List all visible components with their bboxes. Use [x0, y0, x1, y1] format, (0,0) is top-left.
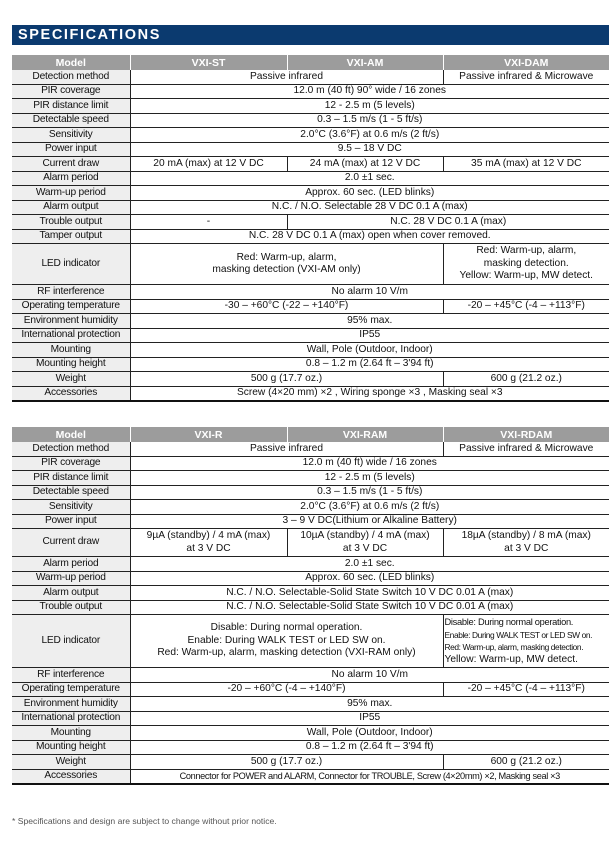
row-label: PIR distance limit — [12, 471, 130, 486]
cell: 0.3 – 1.5 m/s (1 - 5 ft/s) — [130, 485, 609, 500]
cell-line: Disable: During normal operation. — [210, 622, 363, 634]
cell: 95% max. — [130, 314, 609, 329]
row-label: Sensitivity — [12, 128, 130, 143]
table-row — [12, 740, 609, 755]
cell-line: masking detection (VXI-AM only) — [212, 264, 361, 275]
cell-line: at 3 V DC — [342, 542, 388, 554]
row-label: RF interference — [12, 668, 130, 683]
table-row — [12, 769, 609, 784]
cell: 2.0 ±1 sec. — [130, 171, 609, 186]
cell-line: Red: Warm-up, alarm, — [476, 245, 577, 257]
row-label: Alarm output — [12, 200, 130, 215]
cell: 0.3 – 1.5 m/s (1 - 5 ft/s) — [130, 113, 609, 128]
cell: 35 mA (max) at 12 V DC — [443, 157, 609, 172]
row-label: Accessories — [12, 769, 130, 784]
cell — [443, 615, 609, 668]
row-label: Trouble output — [12, 600, 130, 615]
row-label: Detection method — [12, 70, 130, 84]
cell — [443, 244, 609, 285]
cell: 0.8 – 1.2 m (2.64 ft – 3'94 ft) — [130, 357, 609, 372]
table-row — [12, 99, 609, 114]
spec-table-wired — [12, 55, 609, 402]
footnote: * Specifications and design are subject to change without prior notice. — [12, 816, 277, 826]
table-row — [12, 600, 609, 615]
row-label: Detectable speed — [12, 485, 130, 500]
table-row — [12, 171, 609, 186]
cell: Approx. 60 sec. (LED blinks) — [130, 186, 609, 201]
row-label: Mounting height — [12, 357, 130, 372]
row-label: Detectable speed — [12, 113, 130, 128]
cell: 20 mA (max) at 12 V DC — [130, 157, 287, 172]
cell-line: 9µA (standby) / 4 mA (max) — [146, 530, 271, 541]
row-label: Power input — [12, 142, 130, 157]
row-label: Environment humidity — [12, 314, 130, 329]
row-label: Mounting — [12, 343, 130, 358]
header-model: Model — [12, 55, 130, 70]
cell: Passive infrared & Microwave — [443, 442, 609, 456]
cell: Approx. 60 sec. (LED blinks) — [130, 571, 609, 586]
cell: 12 - 2.5 m (5 levels) — [130, 99, 609, 114]
row-label: Accessories — [12, 386, 130, 401]
cell: Wall, Pole (Outdoor, Indoor) — [130, 726, 609, 741]
cell: 500 g (17.7 oz.) — [130, 372, 443, 387]
cell-line: Red: Warm-up, alarm, — [236, 251, 337, 263]
table-row — [12, 586, 609, 601]
table-row — [12, 113, 609, 128]
cell: -30 – +60°C (-22 – +140°F) — [130, 299, 443, 314]
row-label: Environment humidity — [12, 697, 130, 712]
row-label: RF interference — [12, 285, 130, 300]
table-row — [12, 215, 609, 230]
cell: Passive infrared — [130, 70, 443, 84]
row-label: Warm-up period — [12, 186, 130, 201]
row-label: Power input — [12, 514, 130, 529]
cell-line: at 3 V DC — [504, 542, 549, 554]
row-label: LED indicator — [12, 615, 130, 668]
cell: -20 – +45°C (-4 – +113°F) — [443, 299, 609, 314]
row-label: Alarm period — [12, 171, 130, 186]
header-model: Model — [12, 427, 130, 442]
cell-line: Red: Warm-up, alarm, masking detection. — [444, 642, 584, 652]
row-label: PIR coverage — [12, 456, 130, 471]
table-row — [12, 514, 609, 529]
row-label: PIR distance limit — [12, 99, 130, 114]
table-row — [12, 84, 609, 99]
cell: No alarm 10 V/m — [130, 668, 609, 683]
header-vxi-st: VXI-ST — [130, 55, 287, 70]
table-row — [12, 726, 609, 741]
cell: N.C. / N.O. Selectable 28 V DC 0.1 A (max) — [130, 200, 609, 215]
row-label: Alarm output — [12, 586, 130, 601]
row-label: International protection — [12, 711, 130, 726]
header-vxi-ram: VXI-RAM — [287, 427, 443, 442]
row-label: Detection method — [12, 442, 130, 456]
cell: Passive infrared & Microwave — [443, 70, 609, 84]
row-label: Sensitivity — [12, 500, 130, 515]
cell: 500 g (17.7 oz.) — [130, 755, 443, 770]
table-row — [12, 285, 609, 300]
cell-line: Disable: During normal operation. — [444, 617, 574, 627]
cell: Wall, Pole (Outdoor, Indoor) — [130, 343, 609, 358]
table-row — [12, 157, 609, 172]
row-label: Alarm period — [12, 557, 130, 572]
row-label: Weight — [12, 755, 130, 770]
cell: 12 - 2.5 m (5 levels) — [130, 471, 609, 486]
table-row — [12, 200, 609, 215]
cell: N.C. 28 V DC 0.1 A (max) — [287, 215, 609, 230]
cell: Connector for POWER and ALARM, Connector for TROUBLE, Screw (4×20mm) ×2, Masking seal ×3 — [130, 769, 609, 784]
row-label: Operating temperature — [12, 682, 130, 697]
table-header-row — [12, 55, 609, 70]
row-label: International protection — [12, 328, 130, 343]
cell: -20 – +45°C (-4 – +113°F) — [443, 682, 609, 697]
cell: 2.0°C (3.6°F) at 0.6 m/s (2 ft/s) — [130, 128, 609, 143]
row-label: Mounting — [12, 726, 130, 741]
table-row — [12, 557, 609, 572]
row-label: PIR coverage — [12, 84, 130, 99]
cell: N.C. / N.O. Selectable-Solid State Switch 10 V DC 0.01 A (max) — [130, 586, 609, 601]
cell: -20 – +60°C (-4 – +140°F) — [130, 682, 443, 697]
table-row — [12, 500, 609, 515]
section-title: SPECIFICATIONS — [18, 27, 161, 43]
cell — [130, 529, 287, 557]
row-label: Operating temperature — [12, 299, 130, 314]
cell: IP55 — [130, 711, 609, 726]
cell-line: 18µA (standby) / 8 mA (max) — [461, 530, 591, 541]
table-row — [12, 682, 609, 697]
cell: 2.0 ±1 sec. — [130, 557, 609, 572]
cell: N.C. / N.O. Selectable-Solid State Switch 10 V DC 0.01 A (max) — [130, 600, 609, 615]
table-row — [12, 529, 609, 557]
table-row — [12, 328, 609, 343]
cell — [287, 529, 443, 557]
cell: No alarm 10 V/m — [130, 285, 609, 300]
cell-line: Yellow: Warm-up, MW detect. — [459, 270, 593, 282]
cell — [443, 529, 609, 557]
header-vxi-am: VXI-AM — [287, 55, 443, 70]
table-row — [12, 456, 609, 471]
cell: 12.0 m (40 ft) wide / 16 zones — [130, 456, 609, 471]
table-row — [12, 244, 609, 285]
cell: 9.5 – 18 V DC — [130, 142, 609, 157]
row-label: Warm-up period — [12, 571, 130, 586]
row-label: Current draw — [12, 529, 130, 557]
table-row — [12, 128, 609, 143]
table-row — [12, 299, 609, 314]
header-vxi-dam: VXI-DAM — [443, 55, 609, 70]
table-row — [12, 142, 609, 157]
table-header-row — [12, 427, 609, 442]
cell-line: Enable: During WALK TEST or LED SW on. — [187, 634, 386, 646]
table-row — [12, 186, 609, 201]
table-row — [12, 70, 609, 84]
row-label: Trouble output — [12, 215, 130, 230]
row-label: Mounting height — [12, 740, 130, 755]
cell: N.C. 28 V DC 0.1 A (max) open when cover removed. — [130, 229, 609, 244]
cell: - — [130, 215, 287, 230]
table-row — [12, 343, 609, 358]
header-vxi-r: VXI-R — [130, 427, 287, 442]
row-label: Tamper output — [12, 229, 130, 244]
table-row — [12, 615, 609, 668]
table-row — [12, 571, 609, 586]
cell — [130, 615, 443, 668]
table-row — [12, 386, 609, 401]
header-vxi-rdam: VXI-RDAM — [443, 427, 609, 442]
cell: 95% max. — [130, 697, 609, 712]
table-row — [12, 471, 609, 486]
table-row — [12, 357, 609, 372]
row-label: LED indicator — [12, 244, 130, 285]
table-row — [12, 711, 609, 726]
row-label: Current draw — [12, 157, 130, 172]
table-row — [12, 697, 609, 712]
section-title-bar — [12, 25, 609, 45]
table-row — [12, 755, 609, 770]
cell: 2.0°C (3.6°F) at 0.6 m/s (2 ft/s) — [130, 500, 609, 515]
table-row — [12, 314, 609, 329]
cell-line: 10µA (standby) / 4 mA (max) — [300, 530, 430, 541]
cell-line: Red: Warm-up, alarm, masking detection (VXI-RAM only) — [157, 647, 416, 659]
cell — [130, 244, 443, 285]
table-row — [12, 442, 609, 456]
cell: IP55 — [130, 328, 609, 343]
cell: 3 – 9 V DC(Lithium or Alkaline Battery) — [130, 514, 609, 529]
cell-line: masking detection. — [483, 257, 569, 269]
table-row — [12, 372, 609, 387]
cell: 0.8 – 1.2 m (2.64 ft – 3'94 ft) — [130, 740, 609, 755]
row-label: Weight — [12, 372, 130, 387]
table-row — [12, 668, 609, 683]
cell-line: at 3 V DC — [186, 542, 231, 554]
cell: 600 g (21.2 oz.) — [443, 372, 609, 387]
cell: 12.0 m (40 ft) 90° wide / 16 zones — [130, 84, 609, 99]
cell-line: Yellow: Warm-up, MW detect. — [444, 653, 578, 665]
table-row — [12, 229, 609, 244]
cell: Screw (4×20 mm) ×2 , Wiring sponge ×3 , Masking seal ×3 — [130, 386, 609, 401]
cell-line: Enable: During WALK TEST or LED SW on. — [444, 629, 593, 640]
cell: 600 g (21.2 oz.) — [443, 755, 609, 770]
spec-table-wireless — [12, 427, 609, 785]
table-row — [12, 485, 609, 500]
cell: Passive infrared — [130, 442, 443, 456]
cell: 24 mA (max) at 12 V DC — [287, 157, 443, 172]
